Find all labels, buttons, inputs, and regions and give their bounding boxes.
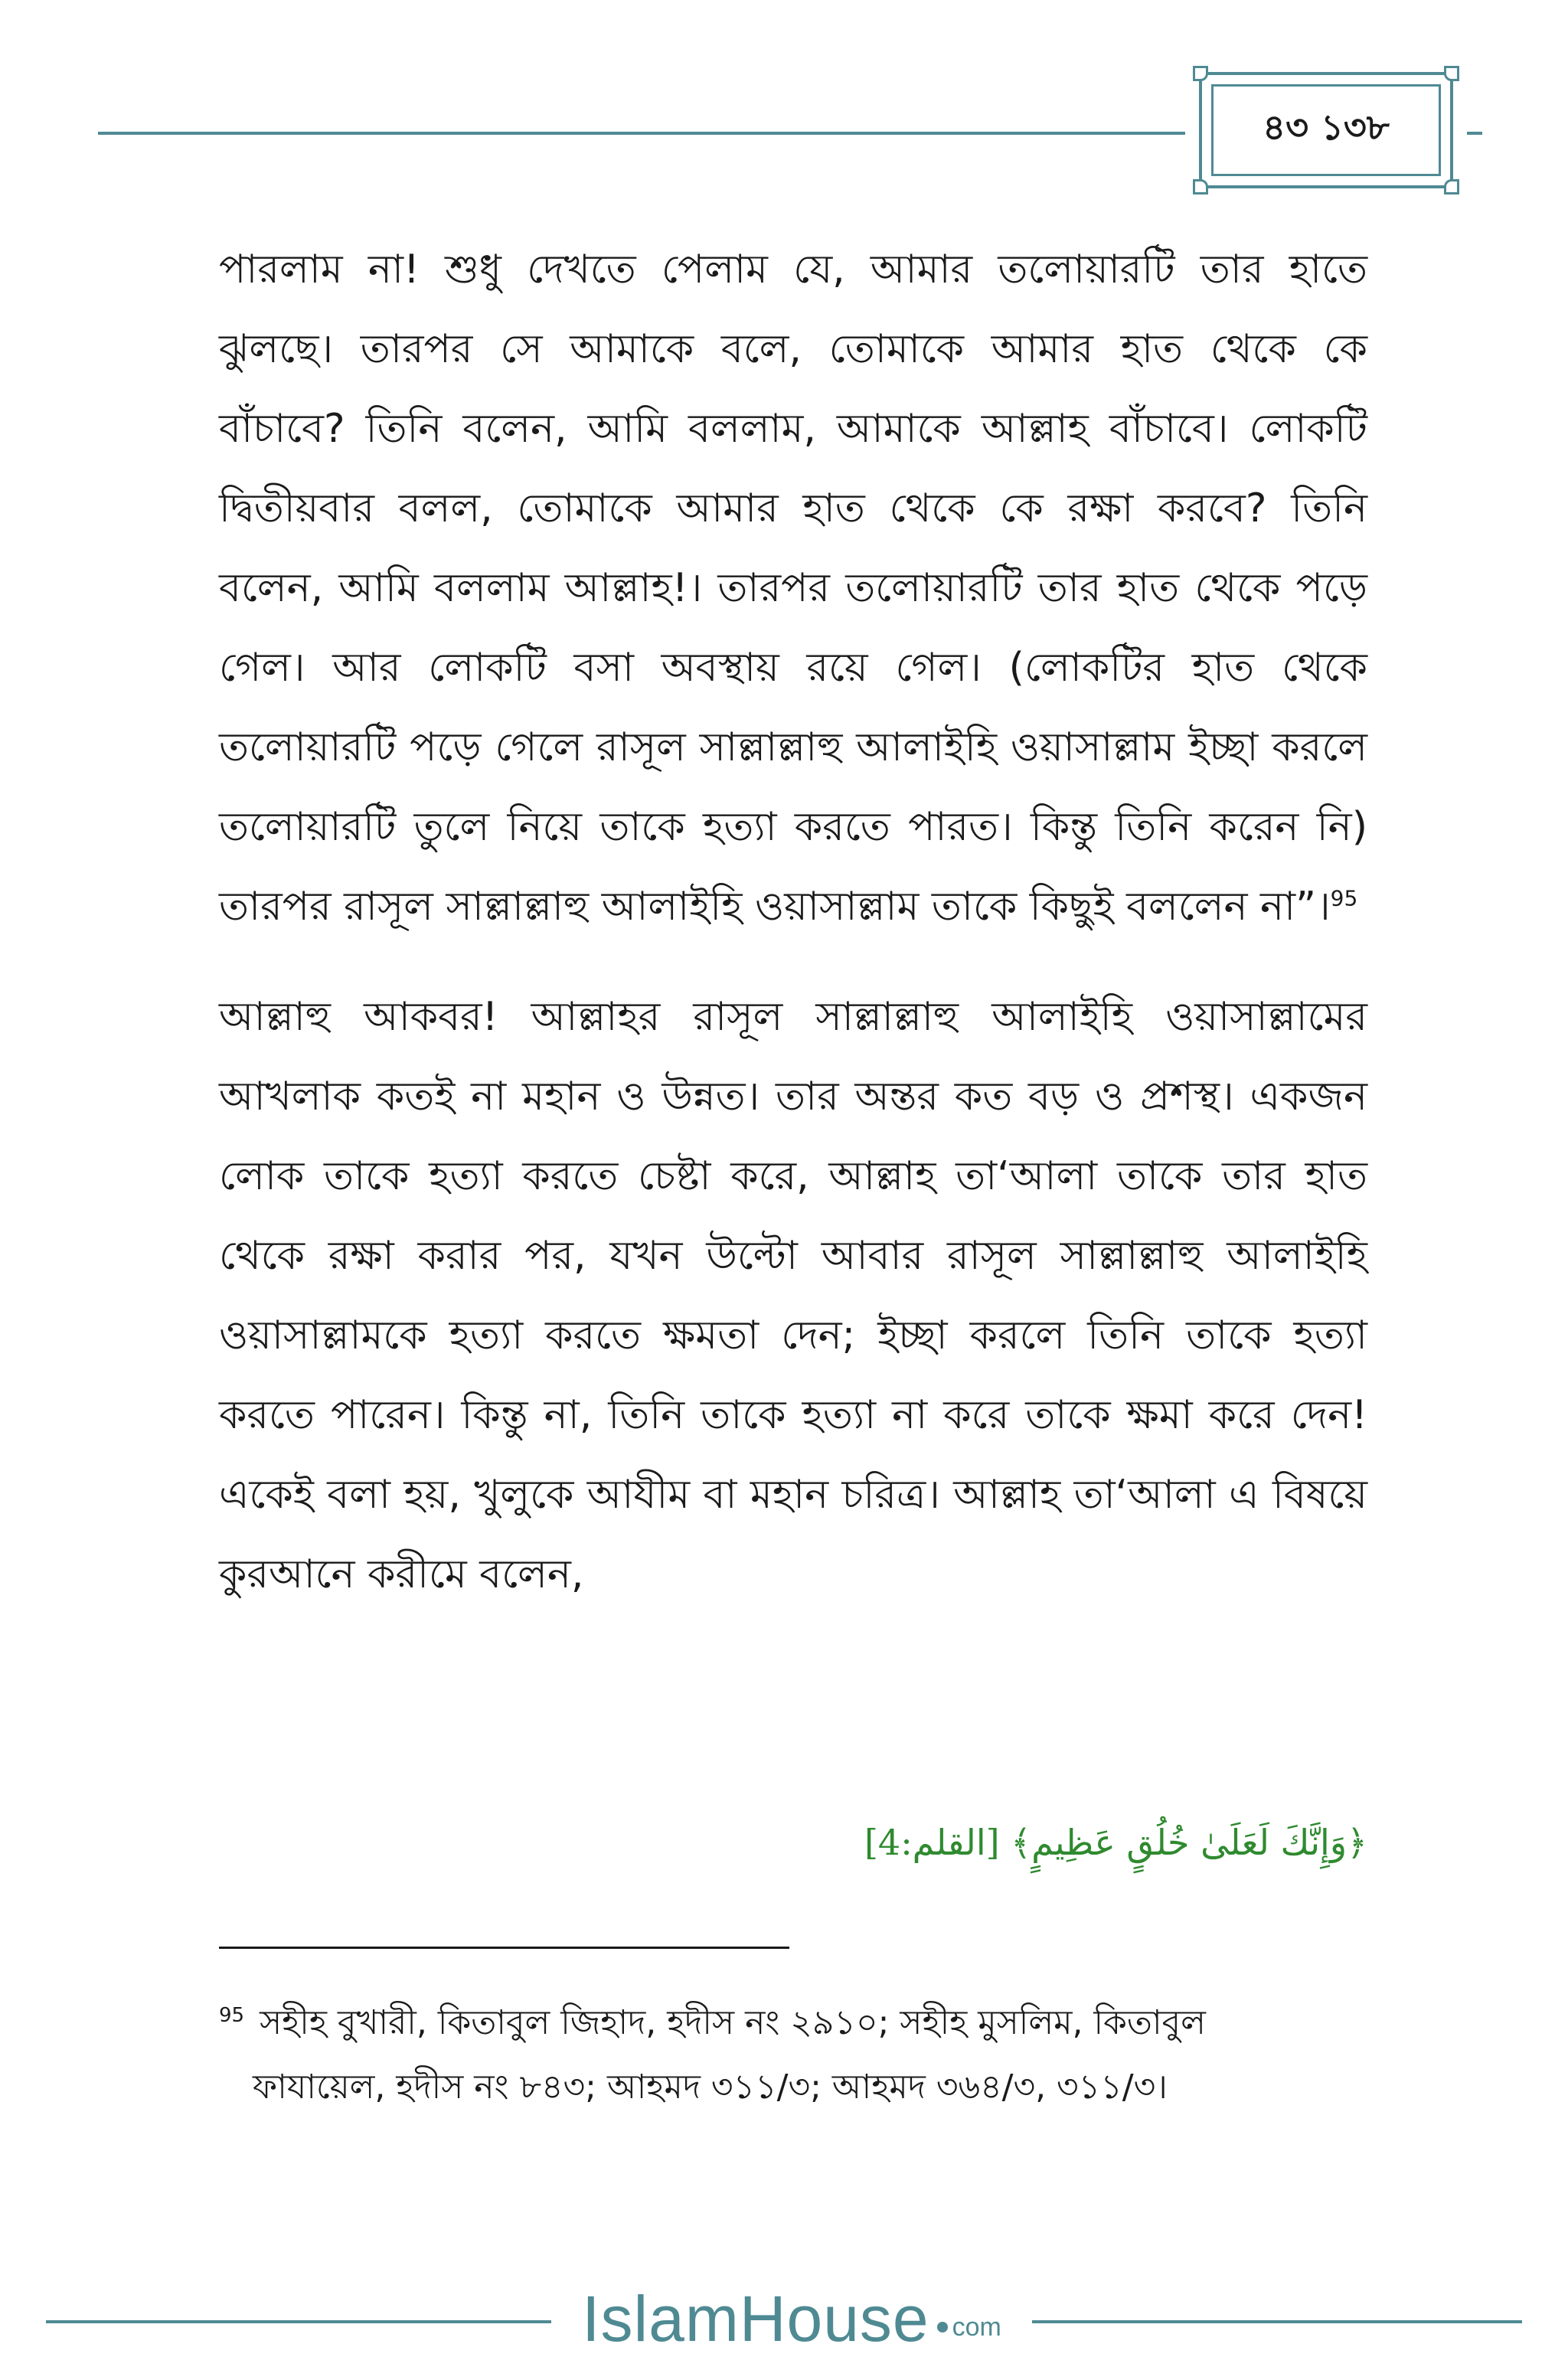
paragraph-1-text: পারলাম না! শুধু দেখতে পেলাম যে, আমার তলোয়ারটি তার হাতে ঝুলছে। তারপর সে আমাকে বলে, তোমাকে আমার হাত থেকে কে বাঁচাবে? তিনি বলেন, আমি বললাম, আমাকে আল্লাহ বাঁচাবে। লোকটি দ্বিতীয়বার বলল, তোমাকে আমার হাত থেকে কে রক্ষা করবে? তিনি বলেন, আমি বললাম আল্লাহ!। তারপর তলোয়ারটি তার হাত থেকে পড়ে গেল। আর লোকটি বসা অবস্থায় রয়ে গেল। (লোকটির হাত থেকে তলোয়ারটি পড়ে গেলে রাসূল সাল্লাল্লাহু আলাইহি ওয়াসাল্লাম ইচ্ছা করলে তলোয়ারটি তুলে নিয়ে তাকে হত্যা করতে পারত। কিন্তু তিনি করেন নি) তারপর রাসূল সাল্লাল্লাহু আলাইহি ওয়াসাল্লাম তাকে কিছুই বললেন না”। xyxy=(219,247,1367,930)
footer-rule-left xyxy=(46,2320,551,2323)
footer-rule-right xyxy=(1032,2320,1522,2323)
badge-corner-ornament xyxy=(1444,179,1459,195)
verse-text: ﴿وَإِنَّكَ لَعَلَىٰ خُلُقٍ عَظِيمٍ﴾ xyxy=(1011,1822,1367,1863)
main-text xyxy=(219,230,1367,1614)
islamhouse-logo[interactable] xyxy=(551,2280,1032,2357)
footnote-line-1 xyxy=(219,1991,1367,2055)
logo-dot-icon xyxy=(937,2322,948,2332)
footnote xyxy=(219,1991,1367,2120)
badge-corner-ornament xyxy=(1193,179,1208,195)
header-rule-left xyxy=(98,132,1197,135)
verse-reference: [القلم:4] xyxy=(864,1822,1000,1863)
footnote-reference[interactable]: 95 xyxy=(1330,885,1358,911)
footnote-divider xyxy=(219,1947,789,1949)
logo-domain-text: com xyxy=(952,2312,1001,2342)
page-number-badge xyxy=(1185,55,1467,205)
footnote-text-2: ফাযায়েল, হদীস নং ৮৪৩; আহমদ ৩১১/৩; আহমদ ৩৬৪/৩, ৩১১/৩। xyxy=(253,2068,1168,2107)
paragraph-2: আল্লাহু আকবর! আল্লাহর রাসূল সাল্লাল্লাহু আলাইহি ওয়াসাল্লামের আখলাক কতই না মহান ও উন্নত। তার অন্তর কত বড় ও প্রশস্থ। একজন লোক তাকে হত্যা করতে চেষ্টা করে, আল্লাহ তা‘আলা তাকে তার হাত থেকে রক্ষা করার পর, যখন উল্টো আবার রাসূল সাল্লাল্লাহু আলাইহি ওয়াসাল্লামকে হত্যা করতে ক্ষমতা দেন; ইচ্ছা করলে তিনি তাকে হত্যা করতে পারেন। কিন্তু না, তিনি তাকে হত্যা না করে তাকে ক্ষমা করে দেন! একেই বলা হয়, খুলুকে আযীম বা মহান চরিত্র। আল্লাহ তা‘আলা এ বিষয়ে কুরআনে করীমে বলেন, xyxy=(219,994,1367,1597)
footnote-text-1: সহীহ বুখারী, কিতাবুল জিহাদ, হদীস নং ২৯১০; সহীহ মুসলিম, কিতাবুল xyxy=(260,2003,1206,2042)
footnote-number: 95 xyxy=(219,2004,245,2028)
page-number: ৪৩ ১৩৮ xyxy=(1211,84,1441,176)
logo-brand-text: IslamHouse xyxy=(582,2282,929,2355)
quran-verse xyxy=(801,1812,1367,1873)
badge-corner-ornament xyxy=(1193,66,1208,81)
paragraph-1 xyxy=(219,230,1367,946)
badge-corner-ornament xyxy=(1444,66,1459,81)
